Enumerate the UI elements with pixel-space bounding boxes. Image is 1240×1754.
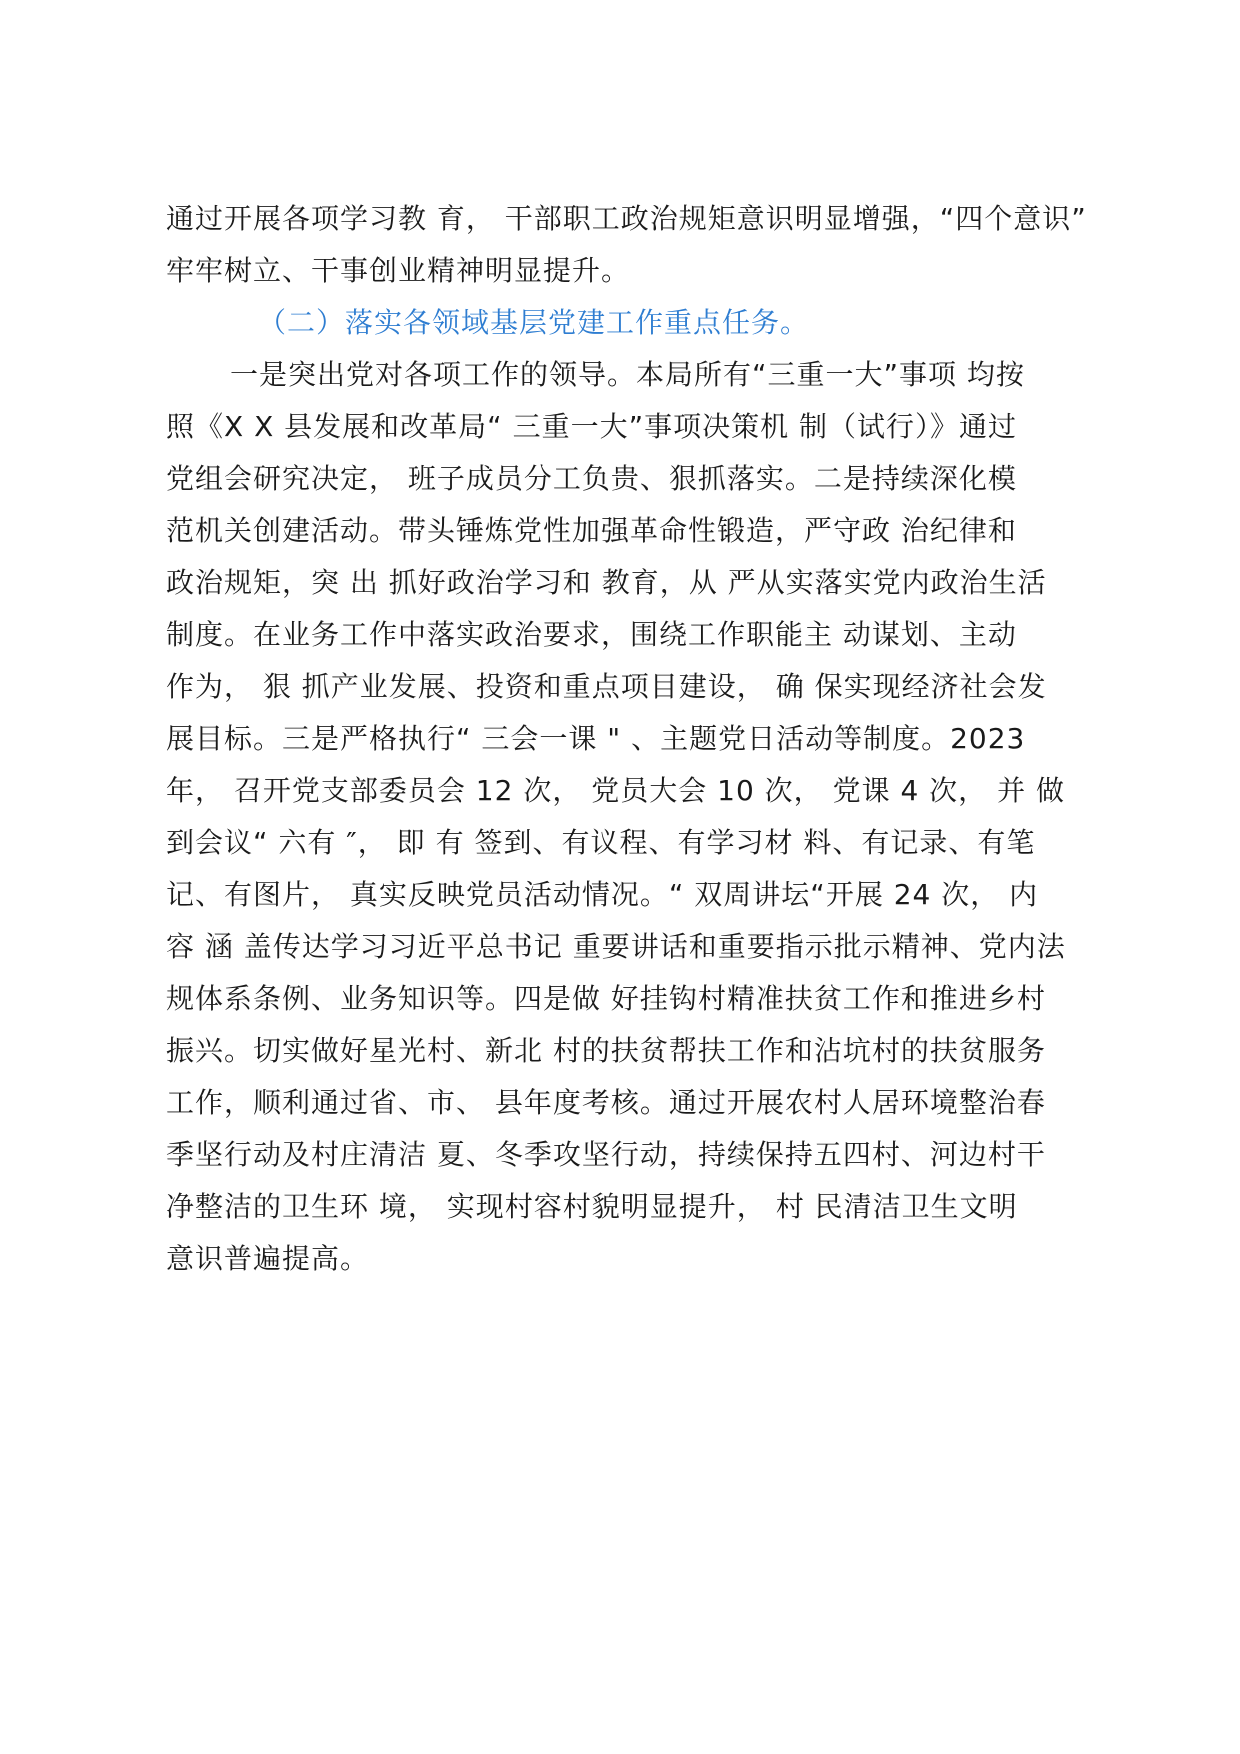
paragraph-line: 党组会研究决定， 班子成员分工负贵、狠抓落实。二是持续深化模 <box>166 462 1017 495</box>
paragraph-line: 容 涵 盖传达学习习近平总书记 重要讲话和重要指示批示精神、党内法 <box>166 930 1066 963</box>
paragraph-line: 年， 召开党支部委员会 12 次， 党员大会 10 次， 党课 4 次， 并 做 <box>166 774 1065 807</box>
paragraph-line: 净整洁的卫生环 境， 实现村容村貌明显提升， 村 民清洁卫生文明 <box>166 1190 1018 1223</box>
section-heading: （二）落实各领域基层党建工作重点任务。 <box>258 306 810 339</box>
paragraph-line: 意识普遍提高。 <box>166 1242 370 1275</box>
paragraph-line: 规体系条例、业务知识等。四是做 好挂钩村精准扶贫工作和推进乡村 <box>166 982 1046 1015</box>
paragraph-line: 一是突出党对各项工作的领导。本局所有“三重一大”事项 均按 <box>230 358 1025 391</box>
paragraph-line: 牢牢树立、干事创业精神明显提升。 <box>166 254 631 287</box>
paragraph-line: 记、有图片， 真实反映党员活动情况。“ 双周讲坛“开展 24 次， 内 <box>166 878 1039 911</box>
paragraph-line: 照《X X 县发展和改革局“ 三重一大”事项决策机 制（试行）》通过 <box>166 410 1017 443</box>
paragraph-line: 通过开展各项学习教 育， 干部职工政治规矩意识明显增强，“四个意识” <box>166 202 1087 235</box>
paragraph-line: 政治规矩，突 出 抓好政治学习和 教育，从 严从实落实党内政治生活 <box>166 566 1047 599</box>
paragraph-line: 作为， 狠 抓产业发展、投资和重点项目建设， 确 保实现经济社会发 <box>166 670 1047 703</box>
paragraph-line: 展目标。三是严格执行“ 三会一课 " 、主题党日活动等制度。2023 <box>166 722 1026 755</box>
paragraph-line: 工作，顺利通过省、市、 县年度考核。通过开展农村人居环境整治春 <box>166 1086 1046 1119</box>
paragraph-line: 范机关创建活动。带头锤炼党性加强革命性锻造，严守政 治纪律和 <box>166 514 1017 547</box>
paragraph-line: 季坚行动及村庄清洁 夏、冬季攻坚行动，持续保持五四村、河边村干 <box>166 1138 1046 1171</box>
paragraph-line: 振兴。切实做好星光村、新北 村的扶贫帮扶工作和沾坑村的扶贫服务 <box>166 1034 1046 1067</box>
paragraph-line: 制度。在业务工作中落实政治要求，围绕工作职能主 动谋划、主动 <box>166 618 1017 651</box>
paragraph-line: 到会议“ 六有 ″， 即 有 签到、有议程、有学习材 料、有记录、有笔 <box>166 826 1036 859</box>
